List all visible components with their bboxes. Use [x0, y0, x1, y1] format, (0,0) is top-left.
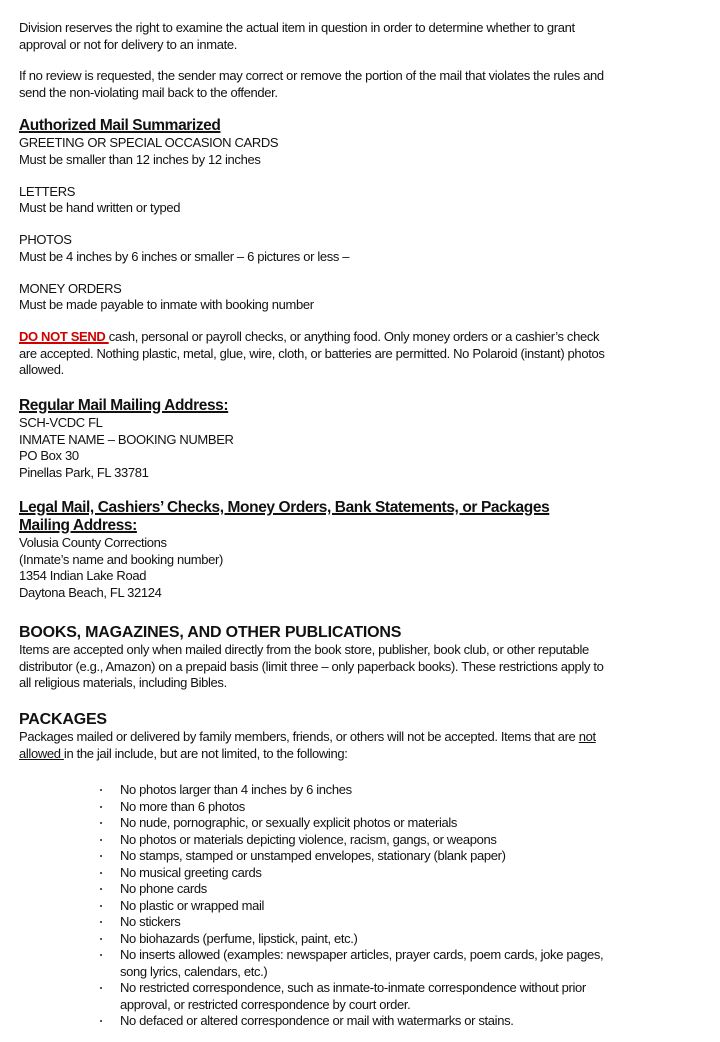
list-item: No biohazards (perfume, lipstick, paint, etc.): [100, 931, 603, 948]
regular-mail-address: Regular Mail Mailing Address: SCH-VCDC FL INMATE NAME – BOOKING NUMBER PO Box 30 Pinellas Park, FL 33781: [19, 397, 234, 480]
auth-item-cards: GREETING OR SPECIAL OCCASION CARDS Must be smaller than 12 inches by 12 inches: [19, 135, 279, 167]
bullet-icon: [100, 921, 102, 923]
section-heading: Legal Mail, Cashiers’ Checks, Money Orders, Bank Statements, or Packages: [19, 499, 550, 516]
bullet-icon: [100, 905, 102, 907]
list-item: No stickers: [100, 914, 603, 931]
bullet-icon: [100, 987, 102, 989]
intro-paragraph-2: If no review is requested, the sender may correct or remove the portion of the mail that violates the rules and send the non-violating mail back to the offender.: [19, 68, 604, 100]
section-heading: Regular Mail Mailing Address:: [19, 397, 229, 414]
books-section: BOOKS, MAGAZINES, AND OTHER PUBLICATIONS Items are accepted only when mailed directly from the book store, publisher, book club, or other reputable distributor (e.g., Amazon) on a prepaid basis (limit three – only paperback books). These restrictions apply to all religious materials, including Bibles.: [19, 624, 604, 690]
section-heading: Authorized Mail Summarized: [19, 117, 221, 134]
bullet-icon: [100, 789, 102, 791]
list-item: No defaced or altered correspondence or mail with watermarks or stains.: [100, 1013, 603, 1030]
auth-item-letters: LETTERS Must be hand written or typed: [19, 183, 181, 215]
list-item: No plastic or wrapped mail: [100, 898, 603, 915]
bullet-icon: [100, 954, 102, 956]
bullet-icon: [100, 872, 102, 874]
list-item: No photos or materials depicting violence, racism, gangs, or weapons: [100, 832, 603, 849]
intro-paragraph-1: Division reserves the right to examine the actual item in question in order to determine whether to grant approval or not for delivery to an inmate.: [19, 20, 575, 52]
list-item: No more than 6 photos: [100, 799, 603, 816]
legal-mail-address: Legal Mail, Cashiers’ Checks, Money Orders, Bank Statements, or Packages Mailing Address: Volusia County Corrections (Inmate’s name and booking number) 1354 Indian Lake Road Daytona Beach, FL 32124: [19, 499, 550, 600]
auth-item-money-orders: MONEY ORDERS Must be made payable to inmate with booking number: [19, 280, 314, 312]
packages-section: PACKAGES Packages mailed or delivered by family members, friends, or others will not be accepted. Items that are not allowed in the jail include, but are not limited, to the following:: [19, 711, 596, 761]
do-not-send-label: DO NOT SEND: [19, 329, 109, 344]
bullet-icon: [100, 839, 102, 841]
bullet-icon: [100, 806, 102, 808]
section-heading: BOOKS, MAGAZINES, AND OTHER PUBLICATIONS: [19, 624, 402, 641]
bullet-icon: [100, 822, 102, 824]
prohibited-items-list: [100, 782, 603, 1030]
list-item: No stamps, stamped or unstamped envelopes, stationary (blank paper): [100, 848, 603, 865]
do-not-send-warning: DO NOT SEND cash, personal or payroll checks, or anything food. Only money orders or a cashier’s check are accepted. Nothing plastic, metal, glue, wire, cloth, or batteries are permitted. No Polaroid (instant) photos allowed.: [19, 329, 605, 377]
list-item: No photos larger than 4 inches by 6 inches: [100, 782, 603, 799]
bullet-icon: [100, 888, 102, 890]
list-item: No inserts allowed (examples: newspaper articles, prayer cards, poem cards, joke pages, song lyrics, calendars, etc.): [100, 947, 603, 980]
auth-item-photos: PHOTOS Must be 4 inches by 6 inches or smaller – 6 pictures or less –: [19, 232, 350, 264]
section-heading: PACKAGES: [19, 711, 107, 728]
bullet-icon: [100, 1020, 102, 1022]
bullet-icon: [100, 855, 102, 857]
bullet-icon: [100, 938, 102, 940]
list-item: No nude, pornographic, or sexually explicit photos or materials: [100, 815, 603, 832]
section-heading: Mailing Address:: [19, 517, 137, 534]
authorized-mail-section: [19, 117, 605, 379]
list-item: No restricted correspondence, such as inmate-to-inmate correspondence without prior approval, or restricted correspondence by court order.: [100, 980, 603, 1013]
list-item: No phone cards: [100, 881, 603, 898]
list-item: No musical greeting cards: [100, 865, 603, 882]
